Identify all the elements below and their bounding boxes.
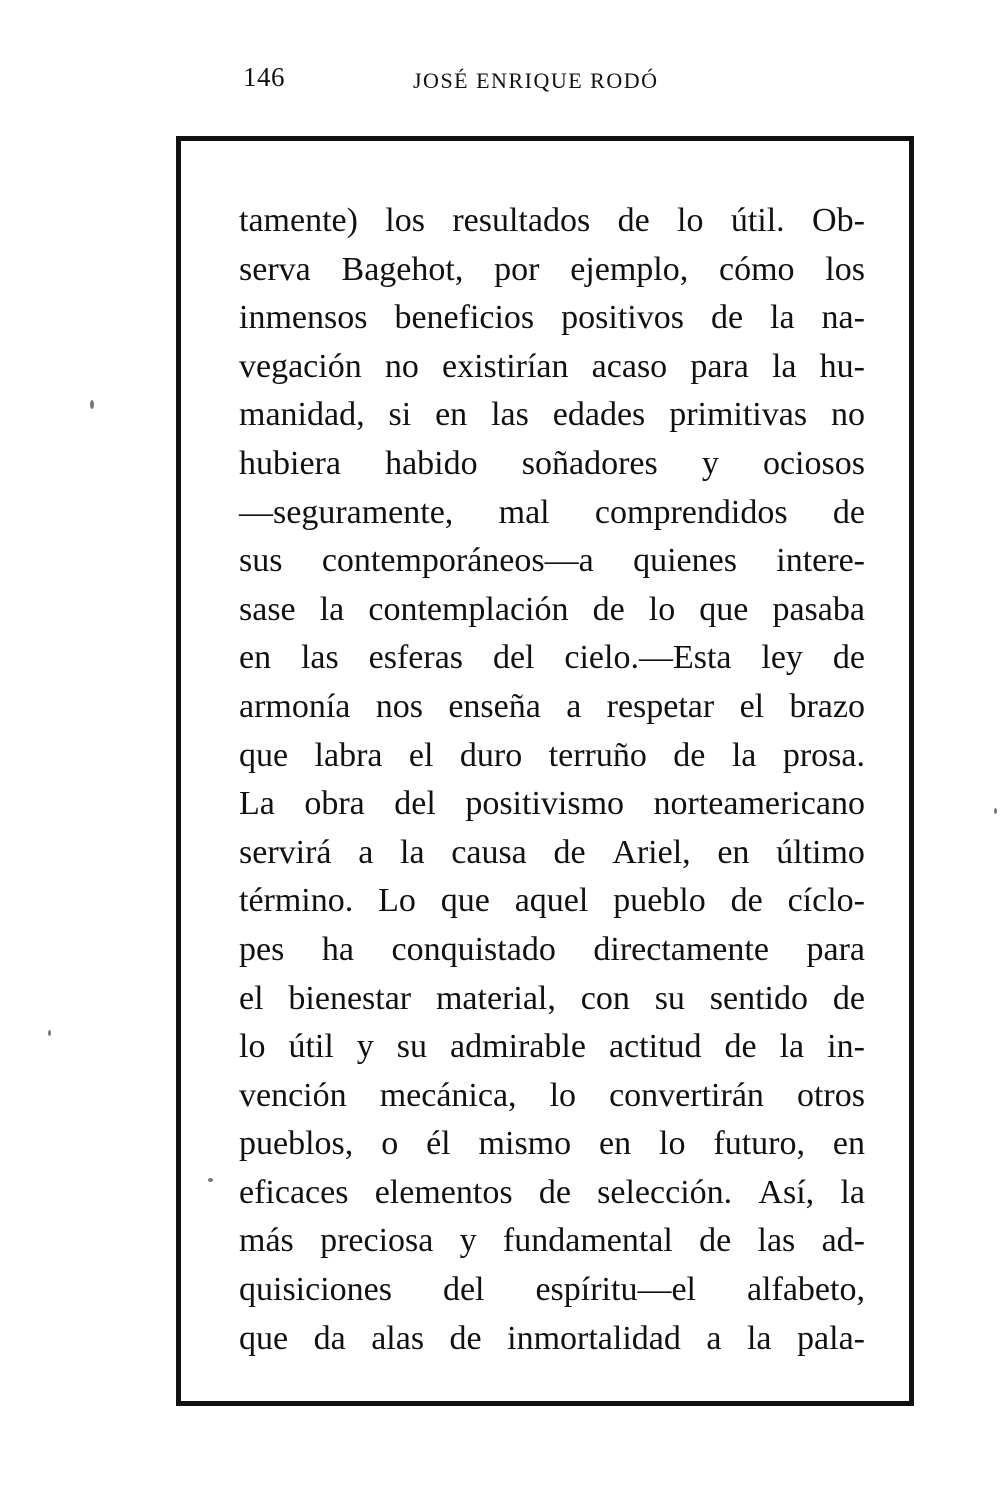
word: mismo bbox=[478, 1125, 572, 1163]
word: las bbox=[757, 1222, 796, 1260]
word: nos bbox=[375, 687, 423, 725]
word: de bbox=[832, 979, 865, 1017]
word: del bbox=[442, 1271, 485, 1309]
word: de bbox=[449, 1319, 482, 1357]
word: Ob- bbox=[812, 202, 865, 239]
word: ha bbox=[321, 930, 354, 968]
word: obra bbox=[304, 785, 365, 823]
word: de bbox=[730, 882, 763, 920]
word: Lo bbox=[378, 882, 416, 920]
word: para bbox=[690, 347, 749, 385]
text-line bbox=[239, 1169, 865, 1218]
word: hu- bbox=[819, 347, 865, 385]
word: alfabeto, bbox=[746, 1271, 865, 1309]
text-line bbox=[239, 440, 865, 489]
text-line bbox=[239, 1023, 865, 1072]
word: prosa. bbox=[782, 736, 865, 774]
word: a bbox=[358, 833, 374, 871]
word: por bbox=[494, 250, 540, 288]
word: de bbox=[673, 736, 706, 774]
word: en bbox=[832, 1125, 865, 1163]
word: causa bbox=[451, 833, 527, 871]
word: pes bbox=[239, 930, 285, 968]
text-line bbox=[239, 877, 865, 926]
text-line bbox=[239, 780, 865, 829]
word: la bbox=[400, 833, 425, 871]
word: de bbox=[553, 833, 586, 871]
word: de bbox=[832, 639, 865, 677]
word: su bbox=[654, 979, 685, 1017]
word: hubiera bbox=[239, 444, 341, 482]
word: otros bbox=[796, 1076, 865, 1114]
word: la bbox=[770, 299, 795, 337]
word: que bbox=[239, 1319, 289, 1357]
word: que bbox=[440, 882, 490, 920]
scan-speck bbox=[208, 1178, 213, 1182]
word: selección. bbox=[597, 1173, 733, 1211]
running-head: JOSÉ ENRIQUE RODÓ bbox=[413, 68, 659, 93]
page-header bbox=[0, 62, 1000, 102]
word: sentido bbox=[709, 979, 808, 1017]
word: a bbox=[566, 687, 582, 725]
word: actitud bbox=[608, 1028, 702, 1066]
scan-speck bbox=[90, 400, 94, 409]
word: terruño bbox=[548, 736, 647, 774]
word: y bbox=[459, 1222, 477, 1260]
word: lo bbox=[659, 1125, 686, 1163]
text-line bbox=[239, 634, 865, 683]
word: que bbox=[239, 736, 289, 774]
word: no bbox=[830, 396, 865, 434]
word: cíclo- bbox=[787, 882, 865, 920]
word: si bbox=[388, 396, 412, 434]
word: habido bbox=[385, 444, 478, 482]
word: beneficios bbox=[394, 299, 535, 337]
word: ad- bbox=[821, 1222, 865, 1260]
word: el bbox=[408, 736, 434, 774]
word: el bbox=[239, 979, 264, 1017]
text-frame bbox=[176, 136, 914, 1406]
word: pala- bbox=[797, 1319, 865, 1357]
word: in- bbox=[827, 1028, 865, 1066]
word: los bbox=[825, 250, 865, 288]
word: vegación bbox=[239, 347, 362, 385]
word: alas bbox=[371, 1319, 425, 1357]
text-line bbox=[239, 489, 865, 538]
word: de bbox=[699, 1222, 732, 1260]
word: en bbox=[717, 833, 750, 871]
word: Bagehot, bbox=[341, 250, 464, 288]
word: —seguramente, bbox=[239, 493, 454, 531]
word: y bbox=[701, 444, 719, 482]
word: esferas bbox=[368, 639, 464, 677]
word: la bbox=[746, 1319, 772, 1357]
word: existirían bbox=[442, 347, 569, 385]
word: espíritu—el bbox=[535, 1271, 696, 1309]
word: contemporáneos—a bbox=[321, 542, 594, 580]
word: Así, bbox=[758, 1173, 815, 1211]
word: o bbox=[381, 1125, 399, 1163]
word: útil. bbox=[730, 202, 785, 239]
word: preciosa bbox=[320, 1222, 434, 1260]
page-number: 146 bbox=[243, 62, 285, 92]
text-line bbox=[239, 1266, 865, 1315]
text-line bbox=[239, 294, 865, 343]
word: en bbox=[435, 396, 468, 434]
text-line bbox=[239, 683, 865, 732]
word: útil bbox=[288, 1028, 334, 1066]
text-line bbox=[239, 1072, 865, 1121]
word: de bbox=[617, 202, 650, 239]
word: lo bbox=[239, 1028, 266, 1066]
text-line bbox=[239, 343, 865, 392]
word: a bbox=[706, 1319, 722, 1357]
word: en bbox=[599, 1125, 632, 1163]
word: la bbox=[319, 590, 345, 628]
word: armonía bbox=[239, 687, 351, 725]
word: tamente) bbox=[239, 202, 358, 239]
word: las bbox=[491, 396, 529, 434]
word: él bbox=[426, 1125, 451, 1163]
text-line bbox=[239, 975, 865, 1024]
word: admirable bbox=[450, 1028, 586, 1066]
word: de bbox=[592, 590, 625, 628]
word: pasaba bbox=[772, 590, 865, 628]
word: quisiciones bbox=[239, 1271, 392, 1309]
word: material, bbox=[435, 979, 556, 1017]
word: respetar bbox=[606, 687, 715, 725]
word: de bbox=[710, 299, 744, 337]
word: pueblo bbox=[613, 882, 706, 920]
word: vención bbox=[239, 1076, 347, 1114]
word: el bbox=[739, 687, 765, 725]
text-line bbox=[239, 829, 865, 878]
text-line bbox=[239, 926, 865, 975]
word: comprendidos bbox=[594, 493, 788, 531]
word: da bbox=[313, 1319, 346, 1357]
word: positivos bbox=[561, 299, 684, 337]
text-line bbox=[239, 537, 865, 586]
word: norteamericano bbox=[653, 785, 865, 823]
word: la bbox=[731, 736, 757, 774]
word: enseña bbox=[448, 687, 541, 725]
word: lo bbox=[648, 590, 676, 628]
word: último bbox=[776, 833, 865, 871]
scan-speck bbox=[48, 1030, 51, 1036]
word: serva bbox=[239, 250, 311, 288]
word: manidad, bbox=[239, 396, 365, 434]
word: edades bbox=[552, 396, 646, 434]
word: convertirán bbox=[609, 1076, 764, 1114]
word: positivismo bbox=[465, 785, 625, 823]
word: y bbox=[356, 1028, 374, 1066]
word: cielo.—Esta bbox=[564, 639, 732, 677]
word: futuro, bbox=[713, 1125, 805, 1163]
word: aquel bbox=[514, 882, 589, 920]
word: ley bbox=[761, 639, 803, 677]
text-line bbox=[239, 197, 865, 246]
word: de bbox=[832, 493, 865, 531]
text-line bbox=[239, 1120, 865, 1169]
word: de bbox=[538, 1173, 571, 1211]
word: conquistado bbox=[391, 930, 556, 968]
text-line bbox=[239, 246, 865, 295]
word: de bbox=[724, 1028, 757, 1066]
word: quienes bbox=[633, 542, 737, 580]
text-line bbox=[239, 586, 865, 635]
word: acaso bbox=[591, 347, 668, 385]
word: del bbox=[492, 639, 535, 677]
word: no bbox=[384, 347, 419, 385]
word: pueblos, bbox=[239, 1125, 354, 1163]
word: en bbox=[239, 639, 272, 677]
word: con bbox=[580, 979, 630, 1017]
word: lo bbox=[549, 1076, 577, 1114]
word: para bbox=[806, 930, 865, 968]
text-line bbox=[239, 391, 865, 440]
word: cómo bbox=[718, 250, 795, 288]
word: sus bbox=[239, 542, 283, 580]
text-line bbox=[239, 732, 865, 781]
word: inmensos bbox=[239, 299, 368, 337]
word: sase bbox=[239, 590, 296, 628]
word: bienestar bbox=[288, 979, 412, 1017]
word: ejemplo, bbox=[570, 250, 689, 288]
text-line bbox=[239, 1217, 865, 1266]
word: contemplación bbox=[368, 590, 569, 628]
body-text bbox=[239, 197, 865, 1363]
text-line bbox=[239, 1315, 865, 1364]
word: más bbox=[239, 1222, 294, 1260]
word: la bbox=[779, 1028, 805, 1066]
word: que bbox=[699, 590, 749, 628]
word: inmortalidad bbox=[507, 1319, 681, 1357]
word: los bbox=[385, 202, 425, 239]
word: directamente bbox=[593, 930, 769, 968]
word: ociosos bbox=[762, 444, 865, 482]
word: mal bbox=[498, 493, 550, 531]
word: Ariel, bbox=[612, 833, 691, 871]
word: su bbox=[396, 1028, 428, 1066]
word: labra bbox=[314, 736, 383, 774]
scan-speck bbox=[994, 808, 997, 814]
word: servirá bbox=[239, 833, 332, 871]
word: na- bbox=[821, 299, 865, 337]
word: soñadores bbox=[521, 444, 658, 482]
word: resultados bbox=[452, 202, 591, 239]
word: la bbox=[771, 347, 797, 385]
word: la bbox=[840, 1173, 865, 1211]
word: lo bbox=[677, 202, 704, 239]
word: elementos bbox=[374, 1173, 513, 1211]
word: término. bbox=[239, 882, 354, 920]
word: primitivas bbox=[669, 396, 808, 434]
word: mecánica, bbox=[379, 1076, 517, 1114]
word: las bbox=[300, 639, 339, 677]
word: La bbox=[239, 785, 275, 823]
word: intere- bbox=[776, 542, 865, 580]
word: del bbox=[394, 785, 436, 823]
word: brazo bbox=[789, 687, 865, 725]
word: fundamental bbox=[502, 1222, 673, 1260]
word: eficaces bbox=[239, 1173, 349, 1211]
word: duro bbox=[459, 736, 523, 774]
